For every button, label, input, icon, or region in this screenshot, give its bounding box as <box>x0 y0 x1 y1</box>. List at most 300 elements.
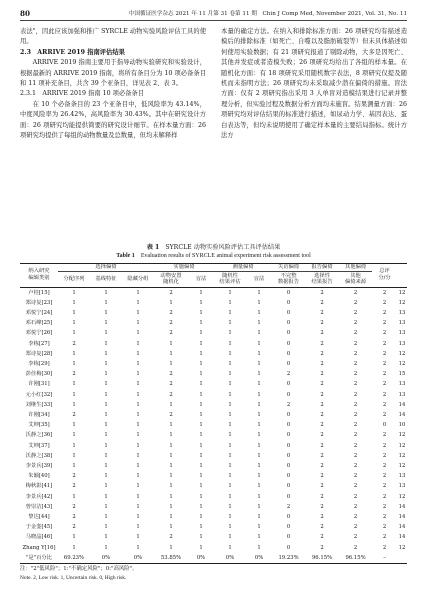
score-cell: 2 <box>382 432 387 439</box>
score-cell: 1 <box>136 309 140 316</box>
score-cell: 1 <box>136 493 140 500</box>
score-cell: 1 <box>228 340 232 347</box>
group-header: 总评 分/分 <box>378 268 391 281</box>
study-name: 朱颖[40] <box>28 473 50 480</box>
study-name: 彭佳梅[30] <box>25 371 53 378</box>
score-cell: 13 <box>398 483 406 490</box>
score-cell: 14 <box>398 524 406 531</box>
score-cell: 1 <box>169 462 173 469</box>
score-cell: 1 <box>169 524 173 531</box>
score-cell: 1 <box>228 411 232 418</box>
study-name: 沃静之[36] <box>25 432 53 439</box>
score-cell: 2 <box>169 309 173 316</box>
score-cell: 0 <box>286 473 291 480</box>
score-cell: 2 <box>320 391 324 398</box>
table-row <box>20 532 407 542</box>
score-cell: 1 <box>228 381 232 388</box>
score-cell: 1 <box>169 432 173 439</box>
score-cell: 1 <box>199 422 203 429</box>
table-row <box>20 522 407 532</box>
score-cell: 1 <box>228 432 232 439</box>
score-cell: 0 <box>286 524 291 531</box>
score-cell: 12 <box>398 432 406 439</box>
score-cell: 2 <box>382 391 387 398</box>
score-cell: 1 <box>136 473 140 480</box>
score-cell: 19.23% <box>272 553 305 564</box>
score-cell: 2 <box>72 371 76 378</box>
score-cell: 1 <box>228 534 232 541</box>
score-cell: 0 <box>286 299 291 306</box>
score-cell: 2 <box>353 391 358 398</box>
score-cell: 1 <box>199 544 203 551</box>
score-cell: 1 <box>228 299 232 306</box>
score-cell: 0% <box>246 553 272 564</box>
score-cell: 2 <box>353 462 358 469</box>
score-cell: 1 <box>257 432 261 439</box>
score-cell: 1 <box>104 544 108 551</box>
score-cell: 69.23% <box>58 553 90 564</box>
score-cell: 2 <box>320 401 324 408</box>
right-column <box>221 27 407 141</box>
score-cell: 2 <box>382 330 387 337</box>
score-cell: 0 <box>286 381 291 388</box>
score-cell: 2 <box>353 473 358 480</box>
score-cell: 1 <box>199 483 203 490</box>
score-cell: 1 <box>228 289 232 296</box>
score-cell: 1 <box>257 330 261 337</box>
score-cell: 1 <box>104 473 108 480</box>
table-caption-en <box>20 252 407 261</box>
score-cell: 2 <box>169 371 173 378</box>
score-cell: 1 <box>257 483 261 490</box>
study-name: 邓石峰[25] <box>25 320 53 327</box>
score-cell: 2 <box>382 513 387 520</box>
score-cell: 1 <box>169 442 173 449</box>
score-cell: 1 <box>72 422 76 429</box>
score-cell: 1 <box>228 544 232 551</box>
score-cell: 1 <box>169 473 173 480</box>
score-cell: 1 <box>72 401 76 408</box>
score-cell: 1 <box>104 289 108 296</box>
score-cell: 1 <box>136 462 140 469</box>
score-cell: 1 <box>104 401 108 408</box>
score-cell: 1 <box>257 320 261 327</box>
score-cell: 12 <box>398 452 406 459</box>
score-cell: 12 <box>398 289 406 296</box>
running-header <box>20 8 407 21</box>
score-cell: 1 <box>104 493 108 500</box>
score-cell: 1 <box>136 503 140 510</box>
score-cell: 2 <box>169 330 173 337</box>
score-cell: 1 <box>199 401 203 408</box>
table-row <box>20 441 407 451</box>
score-cell: 12 <box>398 299 406 306</box>
score-cell: 1 <box>199 442 203 449</box>
study-name: 邓悦宁[26] <box>25 330 53 337</box>
score-cell: 0 <box>382 422 387 429</box>
score-cell: 2 <box>353 371 358 378</box>
score-cell: 1 <box>104 411 108 418</box>
score-cell: 1 <box>104 340 108 347</box>
score-cell: 1 <box>104 442 108 449</box>
score-cell: 1 <box>72 360 76 367</box>
group-header: 其他偏倚 <box>339 263 372 271</box>
table-row <box>20 451 407 461</box>
score-cell: 0 <box>286 442 291 449</box>
score-cell: 1 <box>104 381 108 388</box>
study-name: 黎达[44] <box>28 513 50 520</box>
score-cell: 1 <box>199 391 203 398</box>
score-cell: 0 <box>286 350 291 357</box>
score-cell: 1 <box>169 493 173 500</box>
score-cell: 1 <box>136 401 140 408</box>
score-cell: 1 <box>104 309 108 316</box>
score-cell: 2 <box>320 503 324 510</box>
score-cell: 1 <box>169 503 173 510</box>
score-cell: – <box>372 553 397 564</box>
score-cell: 1 <box>136 381 140 388</box>
study-name: 李景兵[39] <box>25 462 53 469</box>
score-cell: 1 <box>199 381 203 388</box>
score-cell: 2 <box>320 483 324 490</box>
score-cell: 1 <box>72 309 76 316</box>
score-cell: 1 <box>72 391 76 398</box>
score-cell: 1 <box>104 483 108 490</box>
score-cell: 2 <box>382 401 387 408</box>
score-cell: 13 <box>398 320 406 327</box>
score-cell: 0 <box>286 411 291 418</box>
score-cell: 1 <box>228 483 232 490</box>
score-cell: 2 <box>353 381 358 388</box>
score-cell: 1 <box>169 483 173 490</box>
score-cell: 1 <box>199 330 203 337</box>
study-name: 郑诗复[28] <box>25 350 53 357</box>
study-name: 刘继生[33] <box>25 401 53 408</box>
score-cell: 2 <box>353 422 358 429</box>
score-cell: 1 <box>72 432 76 439</box>
score-cell: 1 <box>199 299 203 306</box>
score-cell: 1 <box>136 340 140 347</box>
score-cell: 1 <box>136 432 140 439</box>
score-cell: 1 <box>228 493 232 500</box>
score-cell: 1 <box>104 534 108 541</box>
score-cell: 0 <box>286 309 291 316</box>
score-cell: 1 <box>136 422 140 429</box>
score-cell: 1 <box>136 320 140 327</box>
score-cell: 1 <box>104 503 108 510</box>
score-cell: 0 <box>286 483 291 490</box>
right-paragraph: 本量的确定方法。在纳入和排除标准方面：26 项研究均有描述造模后的排除标准（如死亡、自噬以及脂肪破裂等）但未具体描述如何使用实验数据；有 21 项研究报道了剔除动物，大多是因死亡、其他并发症或者造模失败；26 项研究均给出了各组的样本量。在随机化方面：有 18 项研究采用随机数字表法，8 项研究仅提及随机而未指明方法；26 项研究均未采取减少潜在偏倚的措施。盲法方面：仅有 2 项研究指出采用 3 人单盲对造模结果进行记录并整理分析，但实验过程及数据分析方面均未施盲。结果测量方面：26 项研究均对评估结果的标准进行描述，如尿动力学、基因表达、蛋白表达等，但均未说明使用了确定样本量的主要结局指标。统计方法方 <box>221 28 407 140</box>
score-cell: 0 <box>286 493 291 500</box>
score-cell: 1 <box>136 442 140 449</box>
score-cell: 15 <box>398 371 406 378</box>
score-cell: 2 <box>353 309 358 316</box>
score-cell: 14 <box>398 534 406 541</box>
score-cell: 1 <box>169 513 173 520</box>
score-cell: 2 <box>320 340 324 347</box>
column-header: 分配序列 <box>63 275 85 282</box>
score-cell: 2 <box>382 340 387 347</box>
score-cell: 1 <box>136 371 140 378</box>
score-cell: 2 <box>353 401 358 408</box>
score-cell: 13 <box>398 340 406 347</box>
score-cell: 2 <box>353 340 358 347</box>
score-cell: 1 <box>169 360 173 367</box>
score-cell: 2 <box>353 350 358 357</box>
score-cell: 1 <box>257 350 261 357</box>
score-cell: 2 <box>320 473 324 480</box>
body-text <box>20 27 407 237</box>
score-cell: 1 <box>257 462 261 469</box>
study-name: 许刚[31] <box>28 381 50 388</box>
score-cell: 1 <box>228 309 232 316</box>
score-cell: 1 <box>199 432 203 439</box>
score-cell: 1 <box>257 340 261 347</box>
table-row <box>20 349 407 359</box>
score-cell: 0% <box>188 553 214 564</box>
score-cell: 12 <box>398 544 406 551</box>
score-cell: 2 <box>72 503 76 510</box>
score-cell: 2 <box>382 320 387 327</box>
score-cell: 2 <box>353 432 358 439</box>
score-cell: 1 <box>136 360 140 367</box>
score-cell: 1 <box>228 330 232 337</box>
score-cell: 1 <box>104 513 108 520</box>
score-cell: 1 <box>199 452 203 459</box>
study-name: 梅秋影[41] <box>25 483 53 490</box>
score-cell: 14 <box>398 411 406 418</box>
column-header: 基线特征 <box>95 275 117 282</box>
score-cell: 1 <box>104 299 108 306</box>
score-cell: 0 <box>286 452 291 459</box>
score-cell: 1 <box>72 442 76 449</box>
score-cell: 1 <box>257 309 261 316</box>
study-name: 艾坤[35] <box>28 422 50 429</box>
score-cell: 1 <box>169 544 173 551</box>
score-cell: 1 <box>228 524 232 531</box>
score-cell: 0% <box>90 553 122 564</box>
score-cell: 1 <box>199 503 203 510</box>
score-cell: 1 <box>199 524 203 531</box>
score-cell: 1 <box>72 452 76 459</box>
score-cell: 2 <box>320 350 324 357</box>
table-row <box>20 553 407 564</box>
table-row <box>20 318 407 328</box>
score-cell: 2 <box>382 371 387 378</box>
table-row <box>20 287 407 298</box>
score-cell: 12 <box>398 360 406 367</box>
score-cell: 1 <box>169 350 173 357</box>
score-cell: 2 <box>320 360 324 367</box>
score-cell: 1 <box>199 350 203 357</box>
score-cell: 2 <box>286 371 291 378</box>
table-1 <box>20 243 407 583</box>
score-cell: 1 <box>169 299 173 306</box>
score-cell: 1 <box>199 320 203 327</box>
score-cell: 2 <box>72 483 76 490</box>
score-cell: 2 <box>382 483 387 490</box>
score-cell: 2 <box>286 503 291 510</box>
score-cell: 1 <box>257 473 261 480</box>
score-cell: 0 <box>286 360 291 367</box>
study-name: "是"百分比 <box>20 553 58 564</box>
score-cell: 1 <box>257 391 261 398</box>
score-cell: 2 <box>72 524 76 531</box>
score-cell: 1 <box>104 350 108 357</box>
score-cell: 2 <box>353 289 358 296</box>
study-name: 卢桂[15] <box>28 289 50 296</box>
score-cell: 53.85% <box>154 553 188 564</box>
score-cell: 2 <box>320 524 324 531</box>
score-cell: 13 <box>398 381 406 388</box>
score-cell: 0 <box>286 340 291 347</box>
score-cell: 2 <box>382 442 387 449</box>
score-cell: 1 <box>228 462 232 469</box>
score-cell: 2 <box>382 411 387 418</box>
score-cell: 1 <box>257 503 261 510</box>
score-cell: 2 <box>320 289 324 296</box>
score-cell: 2 <box>320 330 324 337</box>
left-paragraph: 表法"，因此应该加强和推广 SYRCLE 动物实验风险评估工具的使用。 <box>20 28 206 46</box>
score-cell: 1 <box>136 289 140 296</box>
study-name: Zhang Y[16] <box>22 544 56 551</box>
score-cell: 1 <box>199 513 203 520</box>
score-cell: 2 <box>353 452 358 459</box>
score-cell: 2 <box>320 452 324 459</box>
score-cell: 14 <box>398 513 406 520</box>
column-header: 盲法 <box>253 275 265 282</box>
score-cell: 1 <box>136 483 140 490</box>
table-footnote-en: Note. 2, Low risk. 1, Uncertain risk. 0, High risk. <box>20 575 127 582</box>
table-row <box>20 502 407 512</box>
score-cell: 1 <box>228 452 232 459</box>
score-cell: 2 <box>382 503 387 510</box>
score-cell: 0% <box>214 553 246 564</box>
score-cell: 1 <box>104 371 108 378</box>
study-name: 艾坤[37] <box>28 442 50 449</box>
risk-assessment-table <box>20 263 407 564</box>
score-cell: 2 <box>382 309 387 316</box>
score-cell: 1 <box>136 452 140 459</box>
table-footnote-cn: 注："2"低风险"；1:"不确定风险"；0:"高风险"。 <box>20 565 138 572</box>
table-row <box>20 471 407 481</box>
score-cell: 2 <box>169 534 173 541</box>
score-cell: 2 <box>353 330 358 337</box>
score-cell: 2 <box>382 534 387 541</box>
score-cell: 1 <box>169 452 173 459</box>
table-row <box>20 328 407 338</box>
table-row <box>20 298 407 308</box>
score-cell: 2 <box>353 524 358 531</box>
score-cell: 1 <box>199 289 203 296</box>
score-cell: 0 <box>286 432 291 439</box>
score-cell: 1 <box>199 493 203 500</box>
score-cell: 2 <box>72 473 76 480</box>
score-cell: 2 <box>353 513 358 520</box>
score-cell: 1 <box>199 340 203 347</box>
left-paragraph: ARRIVE 2019 指南主要用于指导动物实验研究和实验设计，根据最新的 ARRIVE 2019 指南，将所有条目分为 10 项必备条目和 11 项补充条目，共含 39 个亚条目，详见表 2、表 3。 <box>20 59 206 88</box>
score-cell: 2 <box>353 411 358 418</box>
score-cell: 2 <box>382 381 387 388</box>
score-cell: 1 <box>72 350 76 357</box>
score-cell: 14 <box>398 503 406 510</box>
score-cell: 1 <box>136 411 140 418</box>
table-row <box>20 481 407 491</box>
score-cell: 2 <box>353 534 358 541</box>
table-row <box>20 430 407 440</box>
score-cell: 2 <box>320 462 324 469</box>
score-cell: 12 <box>398 442 406 449</box>
score-cell: 1 <box>104 422 108 429</box>
score-cell: 1 <box>199 371 203 378</box>
score-cell: 2 <box>353 493 358 500</box>
score-cell: 2 <box>169 381 173 388</box>
score-cell: 1 <box>169 422 173 429</box>
score-cell: 2 <box>382 462 387 469</box>
score-cell: 1 <box>228 422 232 429</box>
score-cell: 2 <box>320 432 324 439</box>
table-label-cn: 表 1 <box>146 244 160 251</box>
score-cell: 1 <box>228 391 232 398</box>
score-cell: 1 <box>228 320 232 327</box>
score-cell: 2 <box>286 401 291 408</box>
score-cell: 1 <box>136 544 140 551</box>
score-cell: 2 <box>320 371 324 378</box>
score-cell: 2 <box>320 493 324 500</box>
score-cell: 1 <box>257 442 261 449</box>
score-cell: 2 <box>72 340 76 347</box>
score-cell: 1 <box>257 493 261 500</box>
column-header: 随机性 结果评估 <box>219 272 241 285</box>
score-cell: 0 <box>286 462 291 469</box>
score-cell: 1 <box>104 330 108 337</box>
score-cell: 2 <box>382 350 387 357</box>
score-cell: 1 <box>136 330 140 337</box>
score-cell: 2 <box>353 503 358 510</box>
score-cell: 1 <box>257 289 261 296</box>
score-cell: 2 <box>382 289 387 296</box>
score-cell: 1 <box>199 411 203 418</box>
score-cell: 1 <box>72 289 76 296</box>
score-cell: 0 <box>286 534 291 541</box>
score-cell: 96.15% <box>339 553 372 564</box>
column-header: 其他 偏倚来源 <box>344 272 367 285</box>
score-cell: 1 <box>228 401 232 408</box>
score-cell: 1 <box>104 320 108 327</box>
table-row <box>20 390 407 400</box>
score-cell: 2 <box>382 473 387 480</box>
score-cell: 2 <box>320 442 324 449</box>
score-cell: 1 <box>72 381 76 388</box>
score-cell: 12 <box>398 462 406 469</box>
study-name: 李景兵[42] <box>25 493 53 500</box>
study-name: 沃静之[38] <box>25 452 53 459</box>
left-heading: 2.3 ARRIVE 2019 指南评估结果 <box>20 48 125 56</box>
score-cell: 1 <box>228 371 232 378</box>
score-cell: 2 <box>320 544 324 551</box>
score-cell: 13 <box>398 309 406 316</box>
score-cell: 1 <box>257 299 261 306</box>
page-number: 80 <box>20 9 31 18</box>
study-name: 元小红[32] <box>25 391 53 398</box>
score-cell: 1 <box>72 330 76 337</box>
score-cell: 0 <box>286 513 291 520</box>
score-cell: 1 <box>257 360 261 367</box>
left-column <box>20 27 206 141</box>
table-row <box>20 410 407 420</box>
score-cell: 2 <box>353 320 358 327</box>
score-cell: 1 <box>228 350 232 357</box>
